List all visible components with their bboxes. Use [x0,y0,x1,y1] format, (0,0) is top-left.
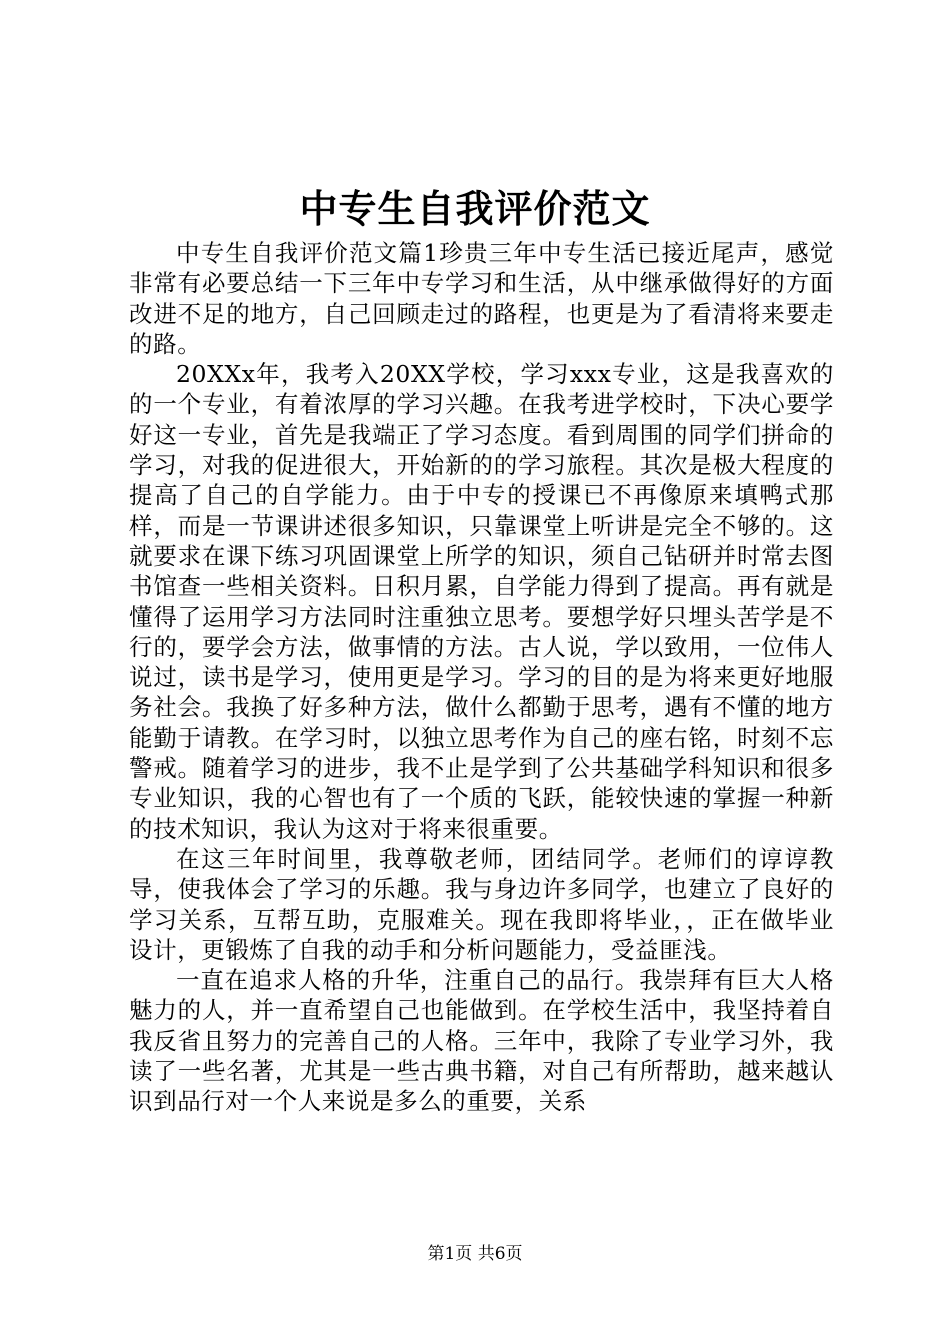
paragraph-3: 在这三年时间里，我尊敬老师，团结同学。老师们的谆谆教导，使我体会了学习的乐趣。我与身边许多同学，也建立了良好的学习关系，互帮互助，克服难关。现在我即将毕业，，正在做毕业设计，更锻炼了自我的动手和分析问题能力，受益匪浅。 [129,844,834,964]
paragraph-4: 一直在追求人格的升华，注重自己的品行。我崇拜有巨大人格魅力的人，并一直希望自己也能做到。在学校生活中，我坚持着自我反省且努力的完善自己的人格。三年中，我除了专业学习外，我读了一些名著，尤其是一些古典书籍，对自己有所帮助，越来越认识到品行对一个人来说是多么的重要，关系 [129,966,834,1116]
page-footer: 第1页 共6页 [427,1244,523,1264]
paragraph-1: 中专生自我评价范文篇1珍贵三年中专生活已接近尾声，感觉非常有必要总结一下三年中专学习和生活，从中继承做得好的方面改进不足的地方，自己回顾走过的路程，也更是为了看清将来要走的路。 [129,239,834,358]
document-title: 中专生自我评价范文 [299,186,651,231]
document-body [129,238,834,1117]
paragraph-2: 20XXx年，我考入20XX学校，学习xxx专业，这是我喜欢的的一个专业，有着浓厚的学习兴趣。在我考进学校时，下决心要学好这一专业，首先是我端正了学习态度。看到周围的同学们拼命的学习，对我的促进很大，开始新的的学习旅程。其次是极大程度的提高了自己的自学能力。由于中专的授课已不再像原来填鸭式那样，而是一节课讲述很多知识，只靠课堂上听讲是完全不够的。这就要求在课下练习巩固课堂上所学的知识，须自己钻研并时常去图书馆查一些相关资料。日积月累，自学能力得到了提高。再有就是懂得了运用学习方法同时注重独立思考。要想学好只埋头苦学是不行的，要学会方法，做事情的方法。古人说，学以致用，一位伟人说过，读书是学习，使用更是学习。学习的目的是为将来更好地服务社会。我换了好多种方法，做什么都勤于思考，遇有不懂的地方能勤于请教。在学习时，以独立思考作为自己的座右铭，时刻不忘警戒。随着学习的进步，我不止是学到了公共基础学科知识和很多专业知识，我的心智也有了一个质的飞跃，能较快速的掌握一种新的技术知识，我认为这对于将来很重要。 [129,360,834,843]
